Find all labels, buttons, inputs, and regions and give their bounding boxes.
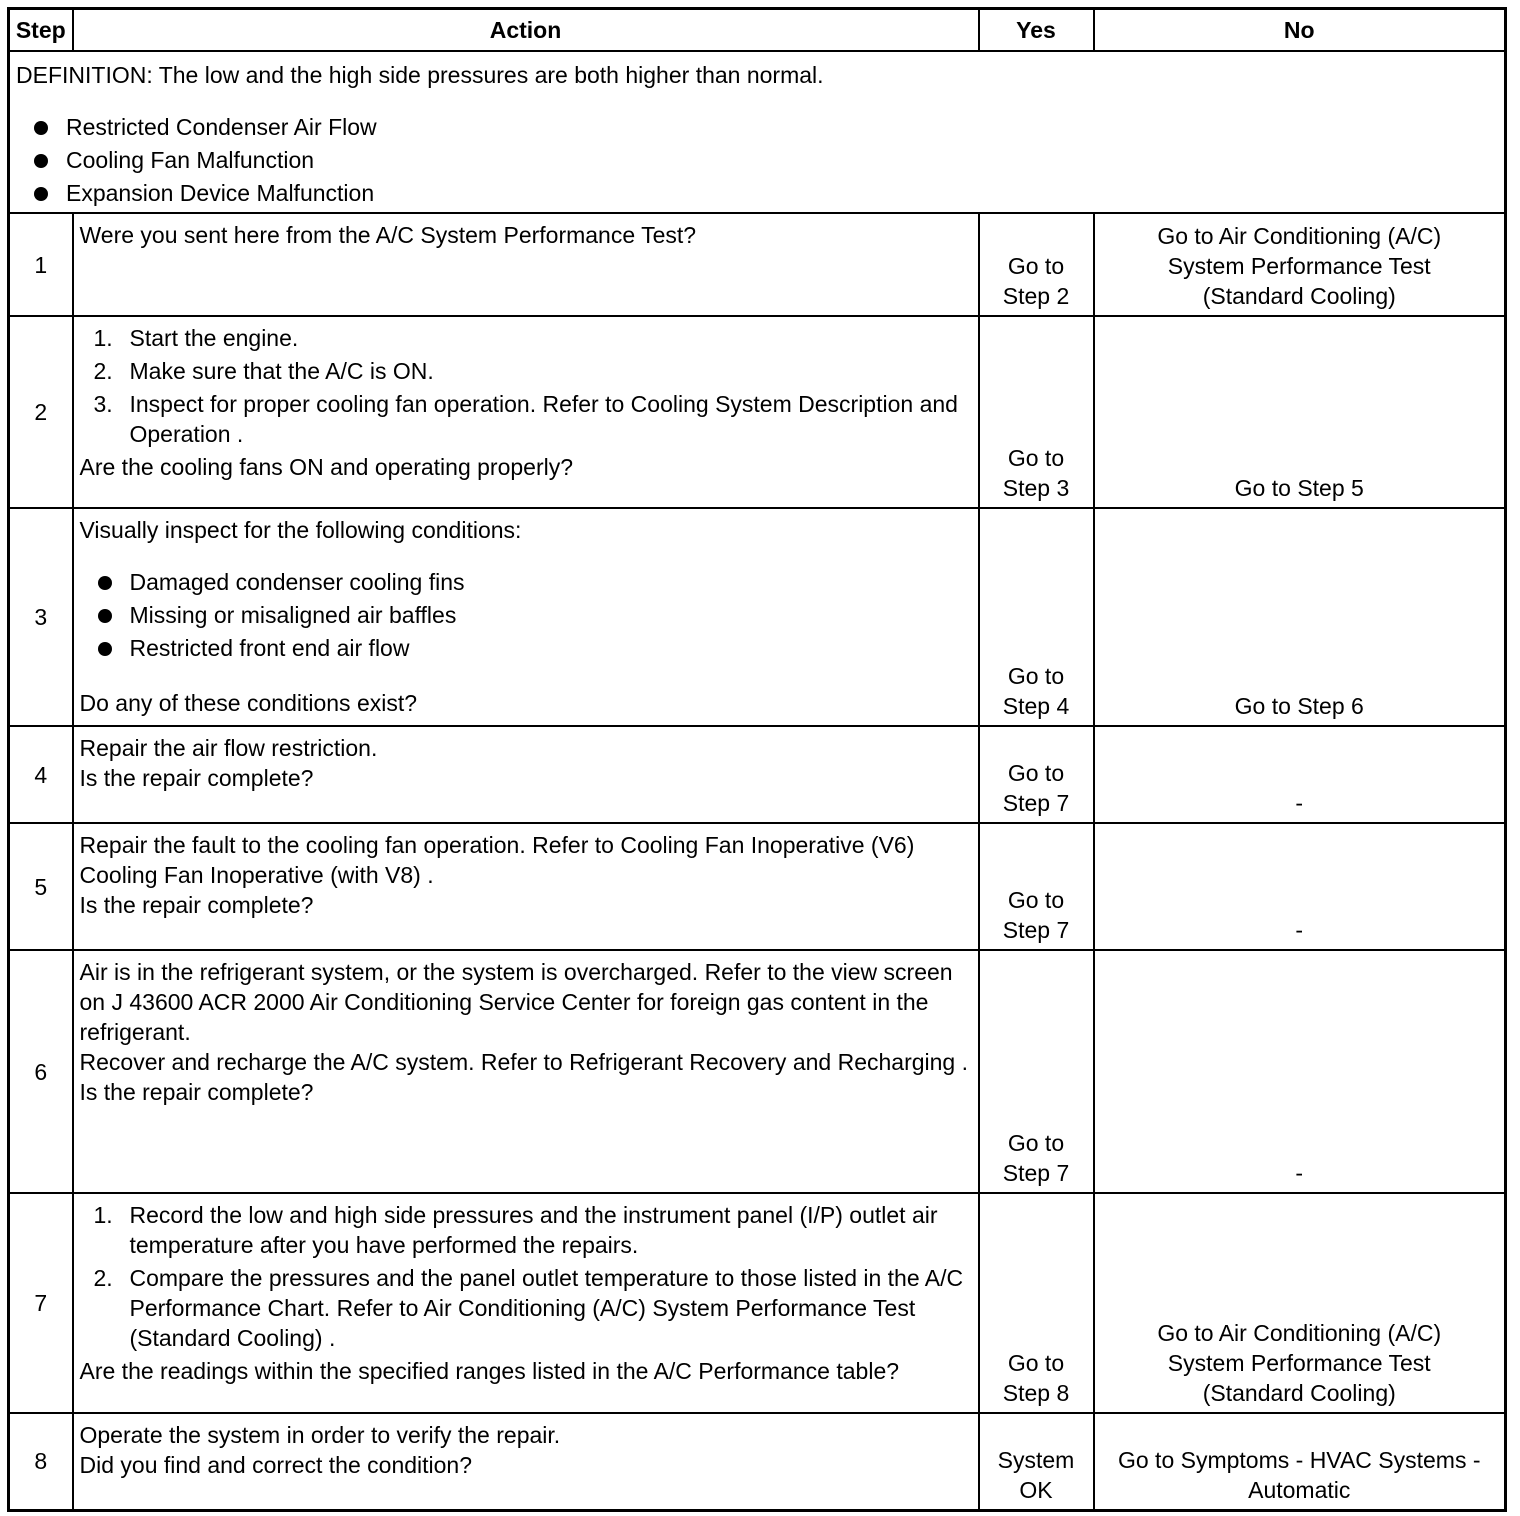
- step-index: 3.: [93, 391, 113, 417]
- condition-bullet: Missing or misaligned air baffles: [80, 600, 972, 633]
- yes-line: Step 2: [1002, 283, 1070, 309]
- no-cell: [1094, 823, 1506, 950]
- no-line: Go to Symptoms - HVAC Systems -: [1117, 1446, 1481, 1473]
- yes-cell: [979, 213, 1094, 316]
- yes-line: Go to: [1007, 445, 1065, 471]
- no-line: -: [1295, 1160, 1304, 1186]
- action-intro: Operate the system in order to verify the repair.: [79, 1422, 561, 1448]
- action-cell: [73, 508, 979, 726]
- step-number: 8: [9, 1413, 73, 1510]
- no-cell: [1094, 726, 1506, 823]
- no-line: Go to Air Conditioning (A/C): [1157, 1320, 1442, 1346]
- definition-row: [9, 51, 1506, 213]
- no-line: System Performance Test: [1167, 1350, 1431, 1376]
- action-intro: Visually inspect for the following conditions:: [79, 517, 522, 543]
- yes-line: Go to: [1007, 887, 1065, 913]
- step-number: 4: [9, 726, 73, 823]
- yes-line: Step 3: [1002, 475, 1070, 501]
- step-index: 1.: [93, 1202, 113, 1228]
- action-question: Is the repair complete?: [79, 765, 314, 791]
- definition-cell: [9, 51, 1506, 213]
- step-text: Inspect for proper cooling fan operation. Refer to Cooling System Description and Operation .: [129, 391, 958, 447]
- step-text: Compare the pressures and the panel outlet temperature to those listed in the A/C Performance Chart. Refer to Air Conditioning (A/C) System Performance Test (Standard Cooling) .: [129, 1265, 964, 1351]
- step-index: 2.: [93, 358, 113, 384]
- no-cell: [1094, 1193, 1506, 1413]
- action-steps: [80, 1200, 972, 1353]
- action-cell: [73, 316, 979, 508]
- yes-line: Go to: [1007, 663, 1065, 689]
- header-step: Step: [9, 9, 73, 52]
- action-step: [80, 1263, 972, 1353]
- step-text: Record the low and high side pressures and the instrument panel (I/P) outlet air temperature after you have performed the repairs.: [129, 1202, 938, 1258]
- step-number: 6: [9, 950, 73, 1193]
- action-step: [80, 1200, 972, 1260]
- table-row: [9, 316, 1506, 508]
- action-cell: [73, 1413, 979, 1510]
- action-intro: Repair the air flow restriction.: [79, 735, 378, 761]
- action-step: [80, 389, 972, 449]
- yes-line: Go to: [1007, 1130, 1065, 1156]
- action-intro-secondary: Recover and recharge the A/C system. Refer to Refrigerant Recovery and Recharging .: [79, 1049, 968, 1075]
- yes-line: System: [997, 1446, 1075, 1473]
- no-line: Go to Step 6: [1234, 693, 1364, 719]
- condition-bullet: Damaged condenser cooling fins: [80, 567, 972, 600]
- yes-cell: [979, 1193, 1094, 1413]
- action-question: Did you find and correct the condition?: [79, 1452, 473, 1478]
- action-cell: [73, 950, 979, 1193]
- table-row: [9, 823, 1506, 950]
- yes-cell: [979, 823, 1094, 950]
- action-intro: Repair the fault to the cooling fan operation. Refer to Cooling Fan Inoperative (V6) Cooling Fan Inoperative (with V8) .: [79, 832, 915, 888]
- action-question: Do any of these conditions exist?: [79, 690, 418, 716]
- step-text: Make sure that the A/C is ON.: [129, 358, 434, 384]
- no-line: (Standard Cooling): [1202, 1380, 1396, 1406]
- table-row: [9, 1413, 1506, 1510]
- step-number: 3: [9, 508, 73, 726]
- no-line: (Standard Cooling): [1202, 283, 1396, 309]
- no-cell: [1094, 316, 1506, 508]
- yes-line: Step 7: [1002, 1160, 1070, 1186]
- table-row: [9, 726, 1506, 823]
- definition-bullet: Cooling Fan Malfunction: [16, 145, 1498, 178]
- action-step: [80, 356, 972, 386]
- no-cell: [1094, 213, 1506, 316]
- condition-bullet: Restricted front end air flow: [80, 633, 972, 666]
- action-intro: Air is in the refrigerant system, or the system is overcharged. Refer to the view screen on J 43600 ACR 2000 Air Conditioning Service Center for foreign gas content in the refrigerant.: [79, 959, 953, 1045]
- header-action: Action: [73, 9, 979, 52]
- step-text: Start the engine.: [129, 325, 299, 351]
- no-line: -: [1295, 917, 1304, 943]
- table-row: [9, 213, 1506, 316]
- header-row: [9, 9, 1506, 52]
- step-number: 2: [9, 316, 73, 508]
- action-cell: [73, 726, 979, 823]
- action-question: Is the repair complete?: [79, 1079, 314, 1105]
- action-steps: [80, 323, 972, 449]
- yes-line: Step 4: [1002, 693, 1070, 719]
- action-cell: [73, 823, 979, 950]
- yes-cell: [979, 950, 1094, 1193]
- header-no: No: [1094, 9, 1506, 52]
- table-row: [9, 950, 1506, 1193]
- yes-cell: [979, 508, 1094, 726]
- table-row: [9, 508, 1506, 726]
- step-index: 1.: [93, 325, 113, 351]
- yes-cell: [979, 316, 1094, 508]
- condition-bullets: [80, 567, 972, 666]
- step-number: 5: [9, 823, 73, 950]
- no-cell: [1094, 508, 1506, 726]
- no-cell: [1094, 950, 1506, 1193]
- yes-line: Go to: [1007, 760, 1065, 786]
- action-cell: [73, 213, 979, 316]
- yes-line: OK: [1019, 1476, 1053, 1503]
- definition-bullet: Restricted Condenser Air Flow: [16, 112, 1498, 145]
- no-line: -: [1295, 790, 1304, 816]
- yes-cell: [979, 726, 1094, 823]
- yes-line: Step 8: [1002, 1380, 1070, 1406]
- diagnostic-table: [7, 7, 1507, 1512]
- no-line: Go to Step 5: [1234, 475, 1364, 501]
- step-number: 1: [9, 213, 73, 316]
- step-index: 2.: [93, 1265, 113, 1291]
- yes-line: Step 7: [1002, 917, 1070, 943]
- yes-line: Step 7: [1002, 790, 1070, 816]
- step-number: 7: [9, 1193, 73, 1413]
- no-line: Automatic: [1248, 1476, 1351, 1503]
- action-question: Is the repair complete?: [79, 892, 314, 918]
- yes-line: Go to: [1007, 1350, 1065, 1376]
- definition-bullet: Expansion Device Malfunction: [16, 178, 1498, 208]
- diagnostic-table-page: [7, 7, 1507, 1510]
- action-cell: [73, 1193, 979, 1413]
- definition-bullets: [16, 112, 1498, 208]
- definition-text: DEFINITION: The low and the high side pressures are both higher than normal.: [16, 62, 824, 88]
- action-question: Are the cooling fans ON and operating properly?: [79, 454, 574, 480]
- action-question: Were you sent here from the A/C System Performance Test?: [79, 222, 697, 248]
- no-line: System Performance Test: [1167, 253, 1431, 279]
- table-row: [9, 1193, 1506, 1413]
- header-yes: Yes: [979, 9, 1094, 52]
- action-question: Are the readings within the specified ranges listed in the A/C Performance table?: [79, 1358, 900, 1384]
- no-cell: [1094, 1413, 1506, 1510]
- no-line: Go to Air Conditioning (A/C): [1157, 223, 1442, 249]
- yes-cell: [979, 1413, 1094, 1510]
- yes-line: Go to: [1007, 253, 1065, 279]
- action-step: [80, 323, 972, 353]
